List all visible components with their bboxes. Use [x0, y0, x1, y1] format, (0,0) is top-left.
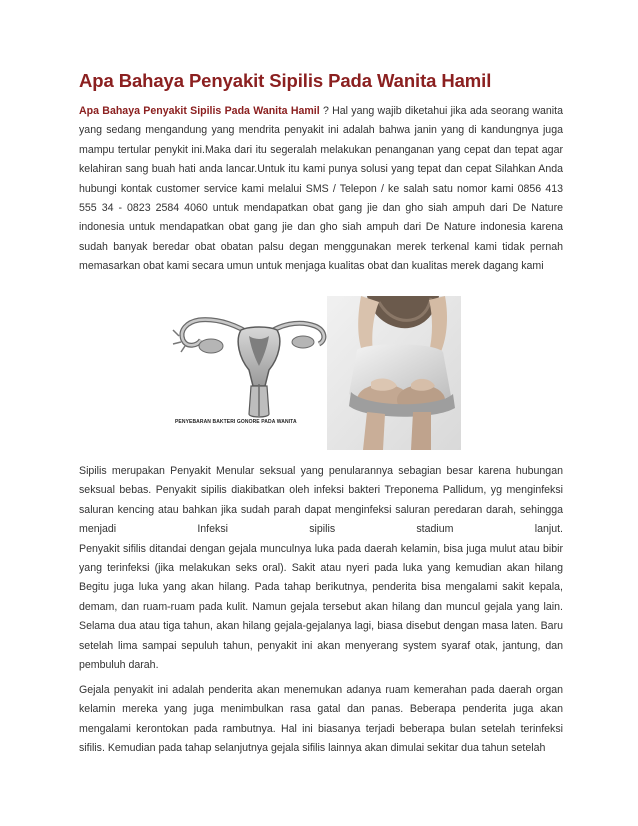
- body-paragraph-2: [79, 462, 563, 675]
- uterus-illustration-icon: [169, 296, 331, 450]
- woman-photo: [327, 296, 461, 450]
- reproductive-diagram: [169, 296, 331, 450]
- article-title: Apa Bahaya Penyakit Sipilis Pada Wanita Hamil: [79, 70, 492, 91]
- distressed-woman-photo-icon: [327, 296, 461, 450]
- intro-paragraph: [79, 102, 563, 277]
- paragraph-2a: Sipilis merupakan Penyakit Menular seksual yang penularannya sebagian besar karena hubungan seksual bebas. Penyakit sipilis diakibatkan oleh infeksi bakteri Treponema Pallidum, yg menginfeksi saluran kencing atau bahkan jika sudah parah dapat menginfeksi saluran peredaran darah, sehingga menjadi Infeksi sipilis stadium lanjut.: [79, 465, 563, 536]
- paragraph-2b: Penyakit sifilis ditandai dengan gejala munculnya luka pada daerah kelamin, bisa juga mulut atau bibir yang terinfeksi (jika melakukan seks oral). Sakit atau nyeri pada luka yang kemudian akan hilang Begitu juga luka yang akan hilang. Pada tahap berikutnya, penderita bisa mengalami sakit kepala, demam, dan ruam-ruam pada kulit. Namun gejala tersebut akan hilang dan muncul gejala yang lain. Selama dua atau tiga tahun, akan hilang gejala-gejalanya lagi, biasa disebut dengan masa laten. Baru setelah lima sampai sepuluh tahun, penyakit ini akan menyerang system syaraf otak, jantung, dan pembuluh darah.: [79, 542, 563, 672]
- intro-text: ? Hal yang wajib diketahui jika ada seorang wanita yang sedang mengandung yang mendrita penyakit ini adalah bahwa janin yang di kandungnya juga mampu tertular penykit ini.Maka dari itu segeralah melakukan penanganan yang cepat dan tepat agar kelahiran sang buah hati anda lancar.Untuk itu kami punya solusi yang tepat dan cepat Silahkan Anda hubungi kontak customer service kami melalui SMS / Telepon / ke salah satu nomor kami 0856 413 555 34 - 0823 2584 4060 untuk mendapatkan obat gang jie dan gho siah ampuh dari De Nature indonesia untuk mendapatkan obat gang jie dan gho siah ampuh dari De Nature indonesia karena sudah banyak beredar obat obatan palsu degan menggunakan merek terkenal kami tidak pernah memasarkan obat kami secara umun untuk menjaga kualitas obat dan kualitas merek dagang kami: [79, 105, 563, 273]
- intro-lead: Apa Bahaya Penyakit Sipilis Pada Wanita Hamil: [79, 105, 320, 117]
- figure-caption: PENYEBARAN BAKTERI GONORE PADA WANITA: [175, 419, 297, 425]
- article-figure: [169, 296, 461, 450]
- body-paragraph-3: Gejala penyakit ini adalah penderita akan menemukan adanya ruam kemerahan pada daerah organ kelamin mereka yang juga menimbulkan rasa gatal dan panas. Beberapa penderita juga akan mengalami kerontokan pada rambutnya. Hal ini biasanya terjadi beberapa bulan setelah terinfeksi sifilis. Kemudian pada tahap selanjutnya gejala sifilis lainnya akan dimulai sekitar dua tahun setelah: [79, 684, 563, 755]
